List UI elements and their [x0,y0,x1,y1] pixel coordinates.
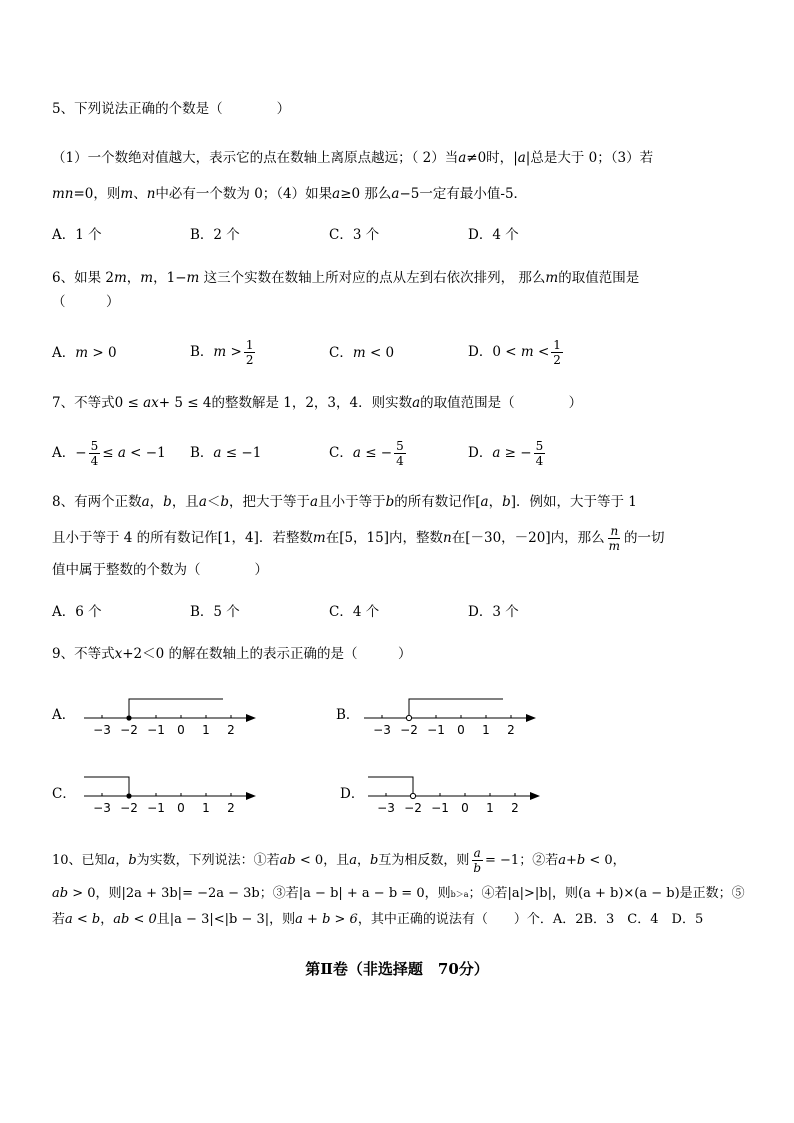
q8-line1 [52,492,637,512]
text: ， [126,270,141,286]
arrow-head [246,792,256,800]
text: 的取值范围是 [558,270,640,286]
numerator: 1 [553,338,561,352]
math: b＞a [450,890,469,899]
var: m [120,186,134,202]
var: a [213,445,222,461]
var: a [391,186,400,202]
text: 且小于等于 [318,494,386,510]
math: |a − 3|<|b − 3| [169,912,270,927]
q10-line3 [52,910,703,930]
numerator: 5 [396,439,404,453]
var: n [443,530,452,546]
q9-option-a-numberline[interactable] [80,690,260,740]
text: ，则 [552,886,579,901]
math: a < b [65,912,101,927]
text: ， [612,853,626,868]
text: ，把大于等于 [229,494,311,510]
text: ≤ [102,445,114,461]
fraction [394,439,406,468]
numerator: 5 [90,439,99,453]
label: B． [190,344,214,360]
label: B． [190,445,214,461]
q10-line2 [52,884,745,905]
tick-label: −3 [377,801,395,815]
tick-label: 2 [227,723,235,737]
fraction [551,338,563,367]
q8-option-d[interactable]: D．3 个 [468,604,519,620]
text: 0 < [492,344,517,360]
tick-label: −3 [93,723,111,737]
tick-label: 1 [486,801,494,815]
var: m [140,270,154,286]
fraction [471,846,483,875]
q7-option-d[interactable] [468,434,547,472]
text: 9、不等式 [52,646,115,662]
label: A． [52,345,76,361]
var: b [369,853,379,868]
q9-line1 [52,644,412,664]
tick-label: −3 [93,801,111,815]
tick-label: 0 [457,723,465,737]
text: 中必有一个数为 0；（4）如果 [155,186,333,202]
text: ≤ − [360,445,393,461]
denominator: 4 [535,454,544,468]
fraction [607,524,622,553]
label: C． [329,445,353,461]
var: a [332,186,341,202]
text: −5 [399,186,420,202]
denominator: b [473,861,482,875]
math: |2a + 3b|= −2a − 3b [121,886,260,901]
solution-bracket [409,699,503,715]
text: =0，则 [73,186,121,202]
q8-option-c[interactable]: C．4 个 [329,604,380,620]
var: m [186,270,200,286]
var: a [141,494,150,510]
math: |a − b| + a − b = 0 [298,886,425,901]
text: + 5 ≤ 4 [158,395,212,411]
text: 的整数解是 1，2，3，4．则实数 [211,395,413,411]
tick-label: −2 [404,801,422,815]
text: +2＜0 的解在数轴上的表示正确的是（ ） [122,646,412,662]
arrow-head [526,714,536,722]
section-title: 第Ⅱ卷（非选择题 70分） [305,960,489,978]
q9-option-b-label[interactable]: B． [336,707,360,723]
text: ]．例如，大于等于 1 [510,494,637,510]
text: 在[－30，－20]内，那么 [451,530,605,546]
var: a [558,853,566,868]
text: （1）一个数绝对值越大，表示它的点在数轴上离原点越远；（ 2）当 [52,150,459,166]
var: b [128,853,137,868]
var: a [352,445,361,461]
var: x [114,646,123,662]
text: 的所有数记作[ [394,494,481,510]
fraction [89,439,101,468]
text: ；③若 [259,886,299,901]
q5-option-c[interactable]: C．3 个 [329,227,380,243]
numerator: n [610,524,619,538]
var: ab [279,853,296,868]
tick-label: −3 [373,723,391,737]
var: ax [143,395,159,411]
text: + [566,853,577,868]
text: 10、已知 [52,853,108,868]
var: m [113,270,127,286]
q5-option-a[interactable]: A．1 个 [52,227,102,243]
text: ；②若 [519,853,559,868]
q6-line2: （ ） [52,294,120,310]
q10-line1 [52,843,626,879]
text: 这三个实数在数轴上所对应的点从左到右依次排列， 那么 [199,270,546,286]
tick-label: −1 [431,801,449,815]
label: C． [329,345,353,361]
tick-label: −1 [427,723,445,737]
text: ， [488,494,503,510]
text: 若 [52,912,66,927]
var: a [412,395,421,411]
var: a [198,494,207,510]
text: ＜ [206,494,221,510]
var: b [385,494,395,510]
text: = −1 [485,853,520,868]
fraction [244,338,256,367]
var: b [502,494,511,510]
text: ， [356,853,370,868]
var: b [220,494,230,510]
denominator: 2 [553,353,561,367]
var: n [146,186,156,202]
var: a [349,853,357,868]
tick-label: −2 [120,723,138,737]
text: 、 [133,186,147,202]
var: a [492,445,501,461]
tick-label: 1 [202,723,210,737]
text: < 0 [365,345,395,361]
q5-line2 [52,184,527,204]
var: m [545,270,559,286]
tick-label: 0 [177,723,185,737]
math: |a|>|b| [507,886,552,901]
text: < 0 [295,853,324,868]
var: a [458,150,467,166]
text: ，且 [323,853,350,868]
solid-dot [126,715,131,720]
label: D． [468,344,493,360]
text: 是正数；⑤ [679,886,745,901]
text: ≤ −1 [221,445,262,461]
var: m [75,345,89,361]
text: 8、有两个正数 [52,494,142,510]
q6-option-c[interactable] [329,343,394,363]
var: a [480,494,489,510]
text: ≠0时， [466,150,514,166]
text: 且 [156,912,170,927]
text: ， [149,494,164,510]
solution-bracket [84,777,129,796]
q6-option-d[interactable] [468,333,565,371]
text: ， [115,853,129,868]
q7-option-b[interactable] [190,443,261,463]
text: 且小于等于 4 的所有数记作[1，4]．若整数 [52,530,313,546]
q8-option-a[interactable]: A．6 个 [52,604,102,620]
tick-label: −2 [120,801,138,815]
hollow-dot [410,793,415,798]
text: ≥0 那么 [340,186,392,202]
text: ， [100,912,114,927]
text: ，1− [153,270,187,286]
denominator: m [608,539,620,553]
solution-bracket [368,777,413,793]
text: ，则 [95,886,122,901]
text: > 0 [68,886,96,901]
tick-label: −1 [147,723,165,737]
q5-line1 [52,148,653,168]
q8-option-b[interactable]: B．5 个 [190,604,240,620]
q6-option-b[interactable] [190,333,257,371]
q9-option-b-numberline[interactable] [360,690,540,740]
q7-option-c[interactable] [329,434,408,472]
tick-label: 1 [202,801,210,815]
tick-label: 0 [177,801,185,815]
var: a [107,853,116,868]
text: 的一切 [624,530,665,546]
numerator: 5 [535,439,544,453]
text: < [537,344,550,360]
tick-label: 2 [507,723,515,737]
text: 互为相反数，则 [378,853,470,868]
label: A． [52,445,76,461]
numerator: 1 [245,338,254,352]
text: 总是大于 0；（3）若 [530,150,654,166]
tick-label: 2 [227,801,235,815]
text: 7、不等式 [52,395,115,411]
var: a [310,494,319,510]
var: m [520,344,534,360]
hollow-dot [406,715,411,720]
text: 为实数，下列说法：①若 [136,853,280,868]
q7-line1 [52,393,582,413]
text: 0 ≤ [114,395,139,411]
q9-option-a-label[interactable]: A． [52,707,76,723]
q6-line1 [52,268,639,288]
var: m [312,530,326,546]
math: ab < 0 [113,912,157,927]
q6-option-a[interactable] [52,343,117,363]
text: 的取值范围是（ ） [420,395,583,411]
var: a [117,445,126,461]
tick-label: −1 [147,801,165,815]
label: D． [468,445,493,461]
text: > [226,344,242,360]
var: m [352,345,366,361]
tick-label: 0 [461,801,469,815]
q5-option-d[interactable]: D．4 个 [468,227,519,243]
tick-label: 1 [482,723,490,737]
text: ≥ − [500,445,532,461]
q5-option-b[interactable]: B．2 个 [190,227,240,243]
tick-label: 2 [511,801,519,815]
var: ab [52,886,69,901]
denominator: 4 [90,454,99,468]
text: > 0 [88,345,117,361]
q9-option-d-label[interactable]: D． [340,786,365,802]
var: b [163,494,172,510]
abs-a: |a| [513,150,531,166]
tick-label: −2 [400,723,418,737]
text: ，则 [269,912,296,927]
solid-dot [126,793,131,798]
arrow-head [246,714,256,722]
denominator: 2 [245,353,254,367]
var: m [213,344,227,360]
text: 在[5，15]内，整数 [325,530,444,546]
arrow-head [530,792,540,800]
solution-bracket [129,699,223,718]
var: mn [52,186,74,202]
q9-option-d-numberline[interactable] [364,768,544,818]
fraction [534,439,546,468]
q8-line2 [52,520,665,556]
text: ，则 [424,886,451,901]
text: 一定有最小值-5． [419,186,528,202]
text: ，其中正确的说法有（ ）个．A．2B．3 C．4 D．5 [357,912,704,927]
q7-option-a[interactable] [52,434,166,472]
text: ；④若 [468,886,508,901]
math: (a + b)×(a − b) [578,886,680,901]
q9-option-c-numberline[interactable] [80,768,260,818]
q9-option-c-label[interactable]: C． [52,786,76,802]
text: 6、如果 2 [52,270,114,286]
text: − [75,445,87,461]
numerator: a [473,846,481,860]
denominator: 4 [396,454,404,468]
math: a + b > 6 [295,912,358,927]
text: < 0 [585,853,613,868]
q8-line3: 值中属于整数的个数为（ ） [52,562,268,578]
var: b [576,853,586,868]
text: ，且 [171,494,199,510]
q5-stem: 5、下列说法正确的个数是（ ） [52,101,291,117]
text: < −1 [130,445,166,461]
